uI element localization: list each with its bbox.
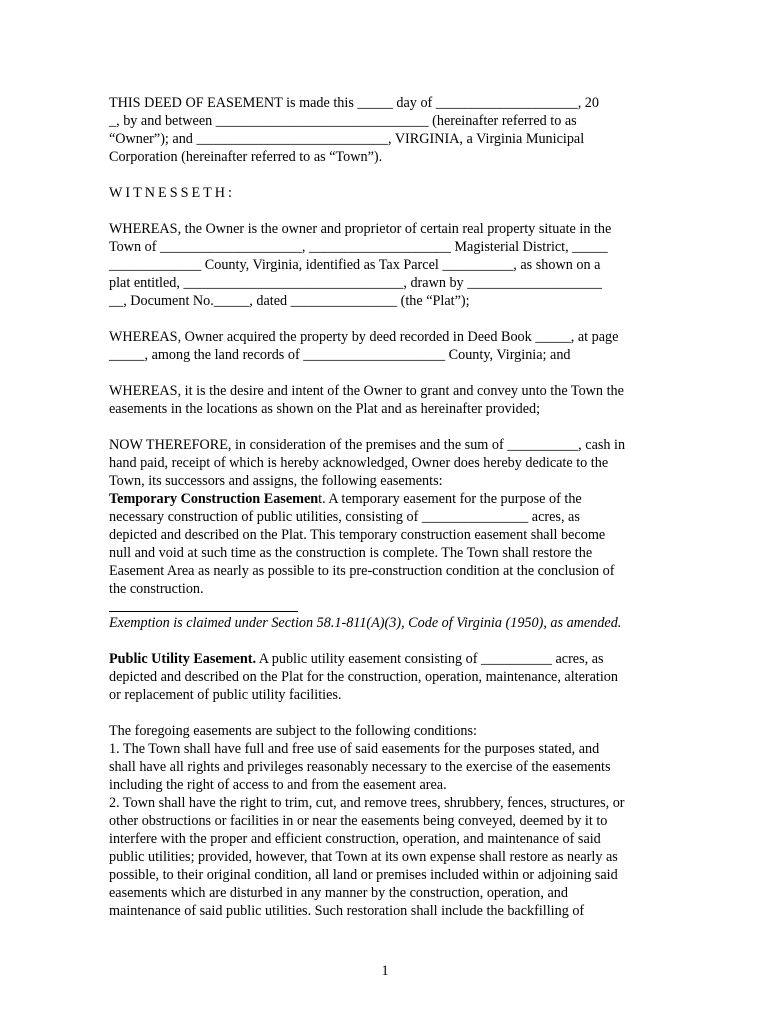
conditions-paragraph [109, 722, 679, 920]
text-line: plat entitled, _______________________________, drawn by ___________________ [109, 275, 602, 291]
public-utility-heading: Public Utility Easement. [109, 651, 256, 667]
text-line: Town of ____________________, ____________________ Magisterial District, _____ [109, 239, 608, 255]
text-line: The foregoing easements are subject to the following conditions: [109, 723, 477, 739]
text-line: _, by and between ______________________________ (hereinafter referred to as [109, 113, 577, 129]
text-line: easements in the locations as shown on the Plat and as hereinafter provided; [109, 401, 541, 417]
text-line: 1. The Town shall have full and free use of said easements for the purposes stated, and [109, 741, 600, 757]
signature-rule [109, 598, 298, 612]
text-line: WHEREAS, the Owner is the owner and proprietor of certain real property situate in the [109, 221, 612, 237]
temporary-easement-heading: Temporary Construction Easemen [109, 491, 319, 507]
text-line: _____________ County, Virginia, identified as Tax Parcel __________, as shown on a [109, 257, 601, 273]
text-line: maintenance of said public utilities. Such restoration shall include the backfilling of [109, 903, 585, 919]
deed-body [109, 94, 679, 920]
text-line: Corporation (hereinafter referred to as “Town”). [109, 149, 383, 165]
text-line: including the right of access to and from the easement area. [109, 777, 447, 793]
witnesseth-heading: WITNESSETH: [109, 185, 235, 201]
text-line: public utilities; provided, however, that Town at its own expense shall restore as nearly as [109, 849, 618, 865]
text-line: 2. Town shall have the right to trim, cut, and remove trees, shrubbery, fences, structures, or [109, 795, 625, 811]
text-line: “Owner”); and ___________________________, VIRGINIA, a Virginia Municipal [109, 131, 585, 147]
text-line: Town, its successors and assigns, the following easements: [109, 473, 443, 489]
text-line: interfere with the proper and efficient construction, operation, and maintenance of said [109, 831, 601, 847]
text-line: THIS DEED OF EASEMENT is made this _____ day of ____________________, 20 [109, 95, 599, 111]
text-line: other obstructions or facilities in or near the easements being conveyed, deemed by it to [109, 813, 608, 829]
text-line: null and void at such time as the construction is complete. The Town shall restore the [109, 545, 593, 561]
text-line: easements which are disturbed in any manner by the construction, operation, and [109, 885, 568, 901]
page-number: 1 [381, 963, 389, 979]
text-line: depicted and described on the Plat for the construction, operation, maintenance, alteration [109, 669, 618, 685]
public-utility-first-line [109, 650, 679, 668]
intro-paragraph [109, 94, 679, 166]
text-line: possible, to their original condition, all land or premises included within or adjoining said [109, 867, 618, 883]
text-line: __, Document No._____, dated _______________ (the “Plat”); [109, 293, 470, 309]
text-line: or replacement of public utility facilities. [109, 687, 342, 703]
now-therefore-paragraph [109, 436, 679, 598]
text-run: t. A temporary easement for the purpose of the [318, 491, 582, 507]
exemption-note: Exemption is claimed under Section 58.1-811(A)(3), Code of Virginia (1950), as amended. [109, 615, 622, 631]
whereas-paragraph-2 [109, 328, 679, 364]
text-line: WHEREAS, it is the desire and intent of the Owner to grant and convey unto the Town the [109, 383, 624, 399]
text-line: shall have all rights and privileges reasonably necessary to the exercise of the easements [109, 759, 611, 775]
whereas-paragraph-3 [109, 382, 679, 418]
text-line: NOW THEREFORE, in consideration of the premises and the sum of __________, cash in [109, 437, 626, 453]
text-line: hand paid, receipt of which is hereby acknowledged, Owner does hereby dedicate to the [109, 455, 609, 471]
text-line: the construction. [109, 581, 204, 597]
text-run: A public utility easement consisting of __________ acres, as [256, 651, 604, 667]
text-line: Easement Area as nearly as possible to its pre-construction condition at the conclusion of [109, 563, 615, 579]
temporary-easement-first-line [109, 490, 679, 508]
whereas-paragraph-1 [109, 220, 679, 310]
text-line: WHEREAS, Owner acquired the property by deed recorded in Deed Book _____, at page [109, 329, 619, 345]
text-line: depicted and described on the Plat. This temporary construction easement shall become [109, 527, 606, 543]
public-utility-paragraph [109, 650, 679, 704]
text-line: _____, among the land records of ____________________ County, Virginia; and [109, 347, 571, 363]
text-line: necessary construction of public utilities, consisting of _______________ acres, as [109, 509, 580, 525]
